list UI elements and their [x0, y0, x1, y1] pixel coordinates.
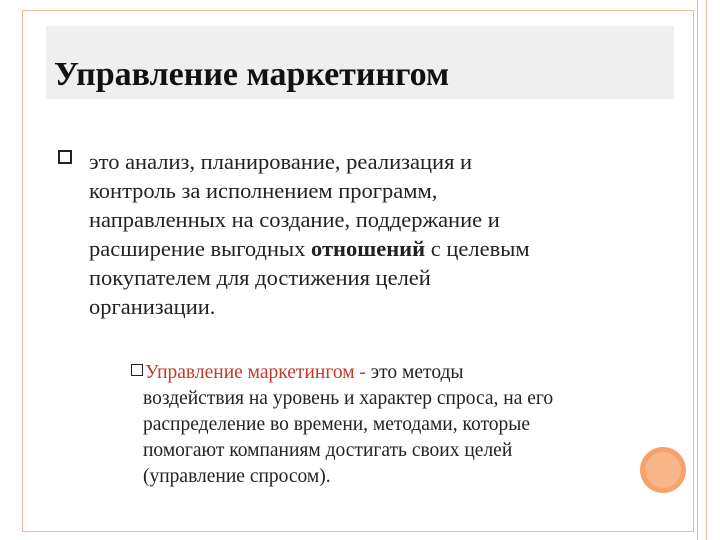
main-line-4-end: с целевым [425, 236, 530, 261]
main-line-6: организации. [89, 294, 216, 319]
sub-line-3: распределение во времени, методами, которые [143, 414, 530, 435]
right-rule-outer [697, 0, 698, 540]
main-line-4-start: расширение выгодных [89, 236, 312, 261]
checkbox-icon [58, 150, 72, 164]
slide-title: Управление маркетингом [54, 56, 450, 93]
sub-line-2: воздействия на уровень и характер спроса, на его [143, 388, 554, 409]
sub-term: Управление маркетингом - [145, 362, 366, 383]
sub-line-4: помогают компаниям достигать своих целей [143, 440, 513, 461]
right-rule-inner [706, 0, 707, 540]
sub-bullet [131, 360, 651, 490]
main-line-1: это анализ, планирование, реализация и [89, 149, 473, 174]
main-bullet [58, 147, 652, 321]
main-line-5: покупателем для достижения целей [89, 265, 431, 290]
sub-line-1-rest: это методы [365, 362, 464, 383]
decorative-circle [640, 447, 686, 493]
decorative-circle-inner [645, 452, 681, 488]
main-line-2: контроль за исполнением программ, [89, 178, 438, 203]
main-bullet-text [89, 147, 652, 321]
main-line-3: направленных на создание, поддержание и [89, 207, 500, 232]
sub-line-5: (управление спросом). [143, 466, 331, 487]
checkbox-icon [131, 364, 143, 376]
sub-line-1 [131, 360, 651, 386]
emphasis-word: отношений [311, 236, 426, 261]
